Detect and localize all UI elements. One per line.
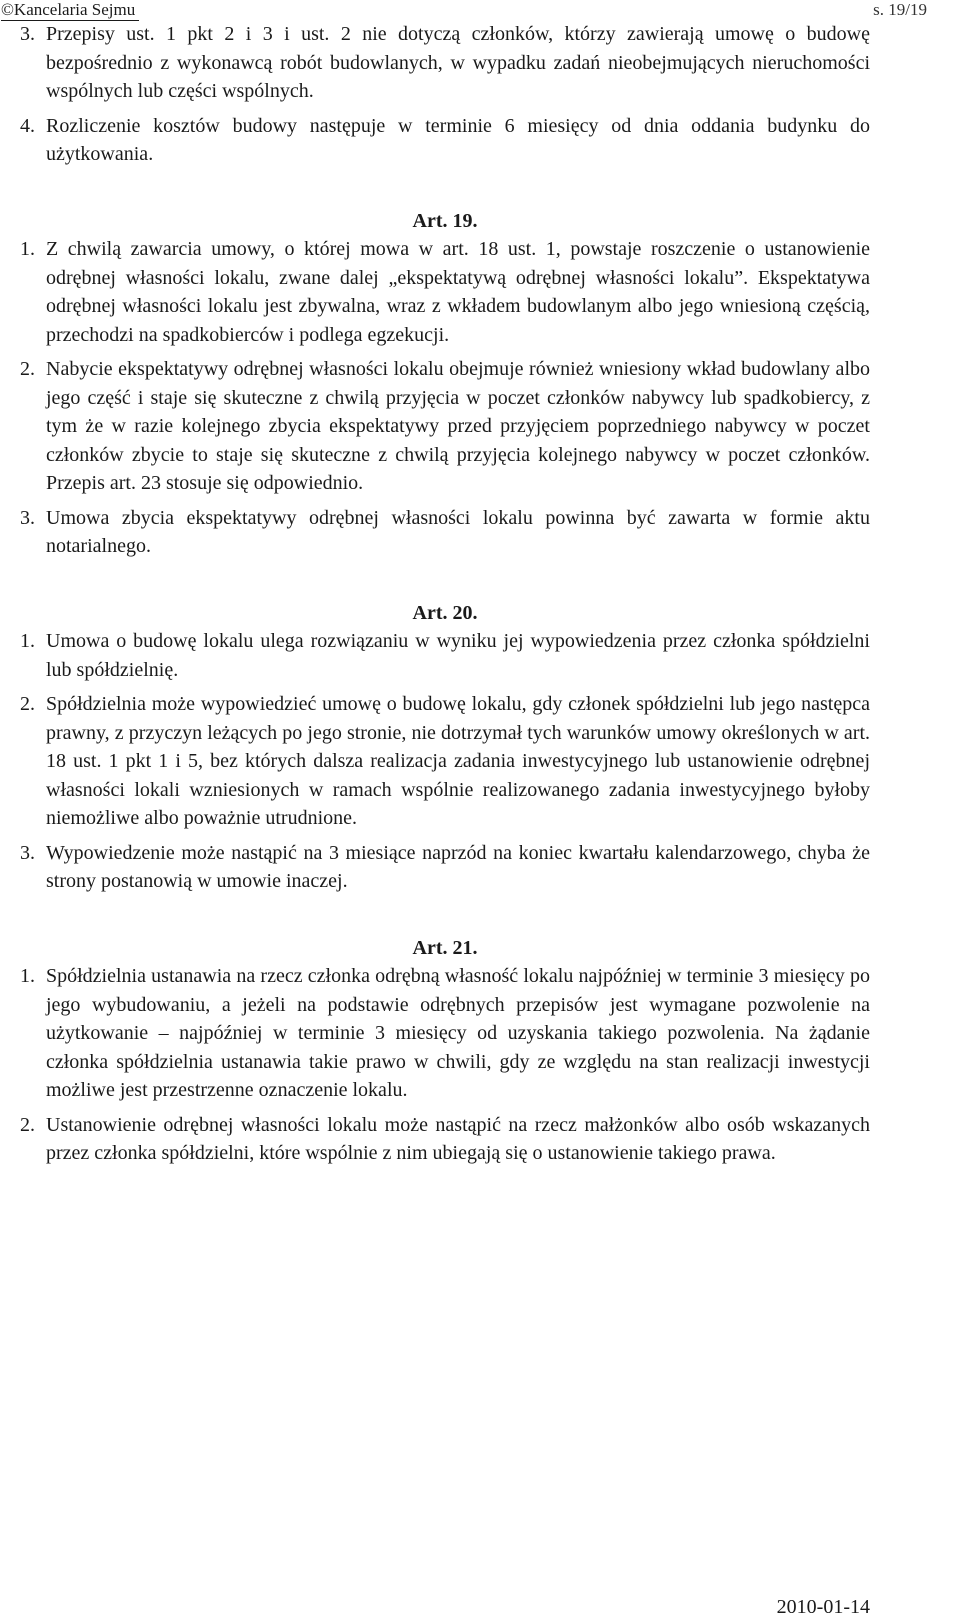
document-body bbox=[20, 20, 870, 1174]
paragraph-number: 1. bbox=[20, 965, 35, 987]
paragraph-number: 4. bbox=[20, 114, 35, 137]
paragraph-text: Przepisy ust. 1 pkt 2 i 3 i ust. 2 nie dotyczą członków, którzy zawierają umowę o budowę bezpośrednio z wykonawcą robót budowlanych, w wypadku zadań nieobejmujących nieruchomości wspólnych lub części wspólnych. bbox=[46, 23, 870, 102]
paragraph-number: 2. bbox=[20, 1113, 35, 1136]
paragraph-text: Wypowiedzenie może nastąpić na 3 miesiące naprzód na koniec kwartału kalendarzowego, chyba że strony postanowią w umowie inaczej. bbox=[46, 841, 870, 892]
paragraph-text: Z chwilą zawarcia umowy, o której mowa w art. 18 ust. 1, powstaje roszczenie o ustanowienie odrębnej własności lokalu, zwane dalej „ekspektatywą odrębnej własności lokalu”. Ekspektatywa odrębnej własności lokalu jest zbywalna, wraz z wkładem budowlanym albo jego wniesioną częścią, przechodzi na spadkobierców i podlega egzekucji. bbox=[46, 238, 870, 346]
paragraph-text: Umowa zbycia ekspektatywy odrębnej własności lokalu powinna być zawarta w formie aktu notarialnego. bbox=[46, 506, 870, 557]
paragraph-number: 2. bbox=[20, 693, 35, 715]
paragraph-number: 3. bbox=[20, 23, 35, 45]
paragraph-text: Rozliczenie kosztów budowy następuje w terminie 6 miesięcy od dnia oddania budynku do użytkowania. bbox=[46, 114, 870, 165]
art21-paragraph-2 bbox=[20, 1111, 870, 1168]
art19-paragraph-2 bbox=[20, 355, 870, 498]
paragraph-text: Spółdzielnia ustanawia na rzecz członka odrębną własność lokalu najpóźniej w terminie 3 miesięcy po jego wybudowaniu, a jeżeli na podstawie odrębnych przepisów jest wymagane pozwolenie na użytkowanie – najpóźniej w terminie 3 miesięcy od uzyskania takiego pozwolenia. Na żądanie członka spółdzielnia ustanawia takie prawo w chwili, gdy ze względu na stan realizacji inwestycji możliwe jest przestrzenne oznaczenie lokalu. bbox=[46, 965, 870, 1101]
article-19-heading: Art. 19. bbox=[412, 209, 478, 232]
art19-paragraph-1 bbox=[20, 235, 870, 349]
paragraph-text: Spółdzielnia może wypowiedzieć umowę o budowę lokalu, gdy członek spółdzielni lub jego następca prawny, z przyczyn leżących po jego stronie, nie dotrzymał tych warunków umowy określonych w art. 18 ust. 1 pkt 1 i 5, bez których dalsza realizacja zadania inwestycyjnego lub ustanowienie odrębnej własności lokali wzniesionych w ramach wspólnie realizowanego zadania inwestycyjnego byłoby niemożliwe albo poważnie utrudnione. bbox=[46, 693, 870, 829]
paragraph-text: Nabycie ekspektatywy odrębnej własności lokalu obejmuje również wniesiony wkład budowlany albo jego część i staje się skuteczne z chwilą przyjęcia w poczet członków nabywcy lub spadkobiercy, z tym że w razie kolejnego zbycia ekspektatywy przed przyjęciem poprzedniego nabywcy w poczet członków zbycie to staje się skuteczne z chwilą przyjęcia kolejnego nabywcy w poczet członków. Przepis art. 23 stosuje się odpowiednio. bbox=[46, 358, 870, 494]
page-number: s. 19/19 bbox=[873, 0, 927, 19]
copyright-header: ©Kancelaria Sejmu bbox=[1, 0, 139, 21]
paragraph-number: 3. bbox=[20, 506, 35, 529]
paragraph-text: Ustanowienie odrębnej własności lokalu może nastąpić na rzecz małżonków albo osób wskazanych przez członka spółdzielni, które wspólnie z nim ubiegają się o ustanowienie takiego prawa. bbox=[46, 1113, 870, 1164]
art20-paragraph-1 bbox=[20, 627, 870, 684]
paragraph-number: 1. bbox=[20, 238, 35, 260]
paragraph-3 bbox=[20, 20, 870, 106]
article-20-heading: Art. 20. bbox=[412, 601, 478, 624]
paragraph-number: 1. bbox=[20, 630, 35, 652]
paragraph-number: 2. bbox=[20, 358, 35, 380]
document-date: 2010-01-14 bbox=[776, 1596, 870, 1618]
art20-paragraph-2 bbox=[20, 690, 870, 833]
art19-paragraph-3 bbox=[20, 504, 870, 561]
paragraph-number: 3. bbox=[20, 841, 35, 864]
art21-paragraph-1 bbox=[20, 962, 870, 1105]
art20-paragraph-3 bbox=[20, 839, 870, 896]
article-21-heading: Art. 21. bbox=[412, 936, 478, 959]
paragraph-text: Umowa o budowę lokalu ulega rozwiązaniu w wyniku jej wypowiedzenia przez członka spółdzielni lub spółdzielnię. bbox=[46, 630, 870, 681]
paragraph-4 bbox=[20, 112, 870, 169]
